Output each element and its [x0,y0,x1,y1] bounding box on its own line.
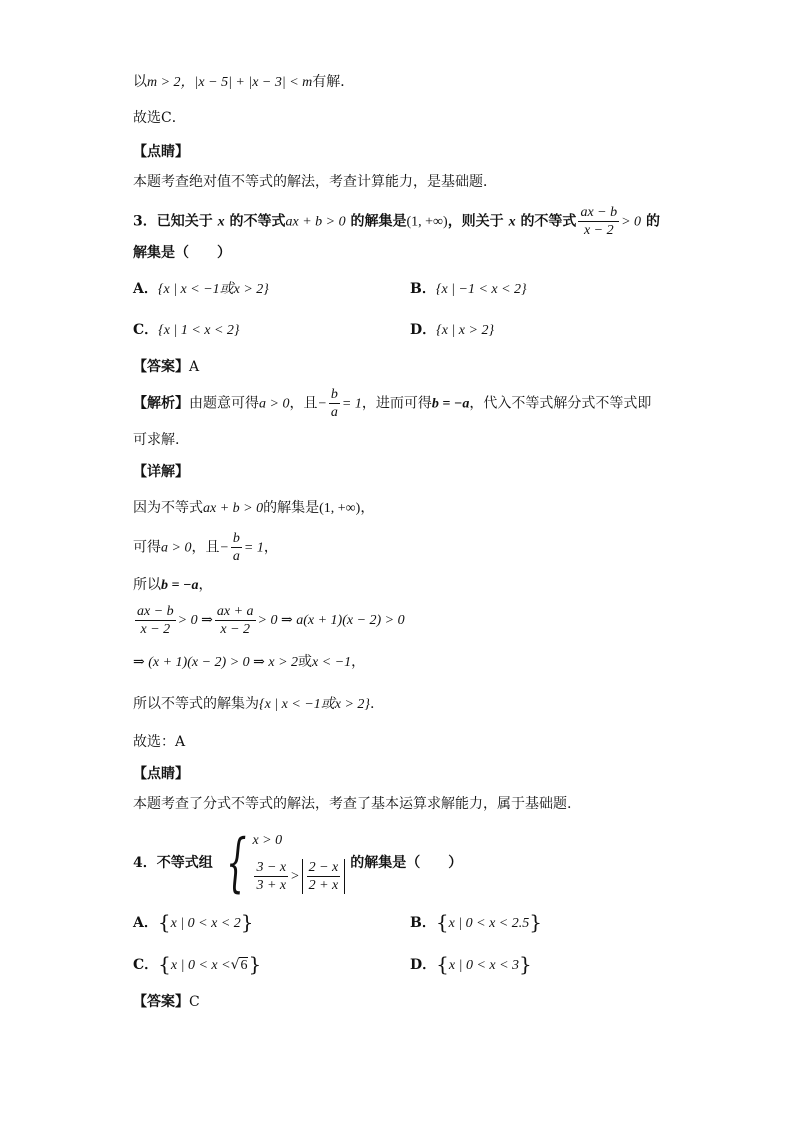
option-label: D． [410,957,437,973]
text-span: ， [351,654,366,670]
option-label: A． [133,915,158,931]
q3-analysis-line2: 可求解. [133,432,180,448]
text-span: 的解集是（ ） [350,855,463,871]
option-text: {x | x < −1或x > 2} [157,282,269,297]
fraction-numerator: ax + a [216,603,254,619]
system-row [252,859,347,894]
fraction [329,386,340,421]
q3-stem [133,204,660,240]
math-expression: ax + b > 0 [203,501,264,516]
text-span: 的不等式 [520,213,577,230]
fraction-numerator: 2 − x [308,860,339,875]
math-expression: m > 2，|x − 5| + |x − 3| < m [147,75,313,90]
detail-line-6 [133,694,374,715]
absolute-value [302,859,346,894]
math-expression: b = −a [431,396,470,412]
option-text: {x | 1 < x < 2} [158,323,240,338]
detail-line-1 [133,498,374,519]
option-label: B． [410,915,436,931]
math-expression: b = −a [161,578,199,593]
option-b[interactable] [410,279,527,300]
text-span: ，且 [289,395,318,412]
fraction [307,859,341,894]
math-expression: {x | x < −1或x > 2} [259,697,371,712]
section-label-detail: 【详解】 [133,464,189,480]
math-expression: ax + b > 0 [285,214,346,230]
math-expression: > 0 ⇒ [177,613,213,628]
text-span: 的解集是 [263,500,320,516]
math-expression: x < −1 [312,655,352,670]
q4-options-row2 [133,954,653,976]
option-text: x | 0 < x < 3 [448,958,520,973]
system-row: x > 0 [252,833,283,848]
text-span: 已知关于 [156,213,213,230]
option-d[interactable] [410,320,494,341]
option-a[interactable]: A．{x | 0 < x < 2} [133,910,254,934]
answer-value: C [189,994,200,1010]
detail-line-3 [133,575,212,596]
analysis-label: 【解析】 [133,395,189,412]
q3-options-row2 [133,320,653,341]
q4-stem [133,828,462,898]
math-expression: = 1 [341,396,362,412]
option-c[interactable]: C．{x | 0 < x <√6} [133,952,262,976]
section-label-dianjing: 【点睛】 [133,144,189,160]
option-c[interactable] [133,322,240,338]
fraction-numerator: 3 − x [256,860,287,875]
fraction-numerator: b [330,387,338,402]
fraction-numerator: ax − b [137,603,174,619]
fraction-denominator: 2 + x [308,878,339,893]
fraction [231,530,242,565]
inequality-system [216,826,348,900]
text-span: 所以 [133,577,161,593]
option-text: {x | −1 < x < 2} [435,282,527,297]
fraction-denominator: a [330,405,338,420]
text-span: ，代入不等式解分式不等式即 [469,395,652,412]
option-text: {x | x > 2} [436,323,495,338]
q4-answer [133,992,200,1012]
option-label: C． [133,322,159,338]
dianjing-text: 本题考查绝对值不等式的解法，考查计算能力，是基础题． [133,174,497,190]
option-a[interactable] [133,281,269,297]
text-line [133,72,354,93]
text-span: 以 [133,74,147,90]
choose-line: 故选C． [133,110,186,126]
fraction-denominator: x − 2 [583,223,614,238]
math-expression: (1, +∞) [319,501,361,516]
text-span: 可得 [133,539,161,556]
math-expression: ⇒ (x + 1)(x − 2) > 0 ⇒ x > 2 [133,655,299,670]
detail-line-2: 可得a > 0，且− $\frac{b}{a}$ = 1， [133,531,278,564]
option-text: x | 0 < x < 2 [170,916,241,931]
fraction [135,603,176,638]
fraction [215,603,256,638]
detail-line-4 [133,602,405,639]
text-span: 的解集是 [350,213,407,230]
text-span: ， [263,539,278,556]
text-span: ， [198,577,213,593]
dianjing-text: 本题考查了分式不等式的解法，考查了基本运算求解能力，属于基础题. [133,796,572,812]
text-span: ，则关于 [447,213,504,230]
q4-options-row1 [133,912,653,934]
text-span: 的 [645,213,660,230]
text-span: 不等式组 [156,855,213,871]
fraction [254,859,288,894]
sqrt-sign: √ [230,957,240,973]
math-expression: a > 0 [161,540,192,556]
text-span: 由题意可得 [189,395,259,412]
left-brace: { [225,826,247,900]
option-b[interactable]: B．{x | 0 < x < 2.5} [410,910,542,934]
q3-analysis: 【解析】由题意可得a > 0，且− $\frac{b}{a}$ = 1，进而可得b = −a，代入不等式解分式不等式即 [133,387,652,420]
math-expression: > 0 ⇒ a(x + 1)(x − 2) > 0 [257,613,405,628]
math-var: x [217,214,225,230]
math-expression: > 0 [621,214,642,230]
option-label: A． [133,281,158,297]
choose-line: 故选：A [133,734,186,750]
fraction-denominator: x − 2 [220,621,251,637]
text-span: 所以不等式的解集为 [133,696,259,712]
q3-stem-line2: 解集是（ ） [133,245,231,261]
q3-answer [133,357,199,377]
section-label-dianjing: 【点睛】 [133,766,189,782]
answer-label: 【答案】 [133,994,189,1010]
fraction-denominator: 3 + x [256,878,287,893]
question-number: 3． [133,213,157,230]
sqrt-radicand: 6 [240,958,248,973]
option-label: C． [133,957,159,973]
option-label: B． [410,281,436,297]
text-span: ，进而可得 [361,395,432,412]
math-expression: a > 0 [259,396,290,412]
text-span: 或 [298,654,313,670]
text-span: 因为不等式 [133,500,203,516]
detail-line-5 [133,652,365,673]
text-span: 有解． [312,74,355,90]
text-span: . [370,696,375,712]
fraction-denominator: a [232,549,240,564]
option-text: x | 0 < x < [170,958,231,973]
option-label: D． [410,322,437,338]
text-span: 的不等式 [229,213,286,230]
fraction-numerator: b [232,531,240,546]
math-expression: (1, +∞) [406,214,448,230]
fraction-numerator: ax − b [580,205,618,220]
fraction [578,204,619,239]
answer-value: A [189,359,200,375]
text-span: ，且 [191,539,220,556]
math-var: x [508,214,516,230]
q3-options-row1 [133,279,653,300]
option-text: x | 0 < x < 2.5 [448,916,530,931]
question-number: 4． [133,855,157,871]
fraction-denominator: x − 2 [140,621,171,637]
text-span: ， [360,500,375,516]
math-operator: > [290,868,300,884]
math-expression: = 1 [243,540,264,556]
option-d[interactable]: D．{x | 0 < x < 3} [410,952,532,976]
answer-label: 【答案】 [133,359,189,375]
system-rows [252,832,347,894]
